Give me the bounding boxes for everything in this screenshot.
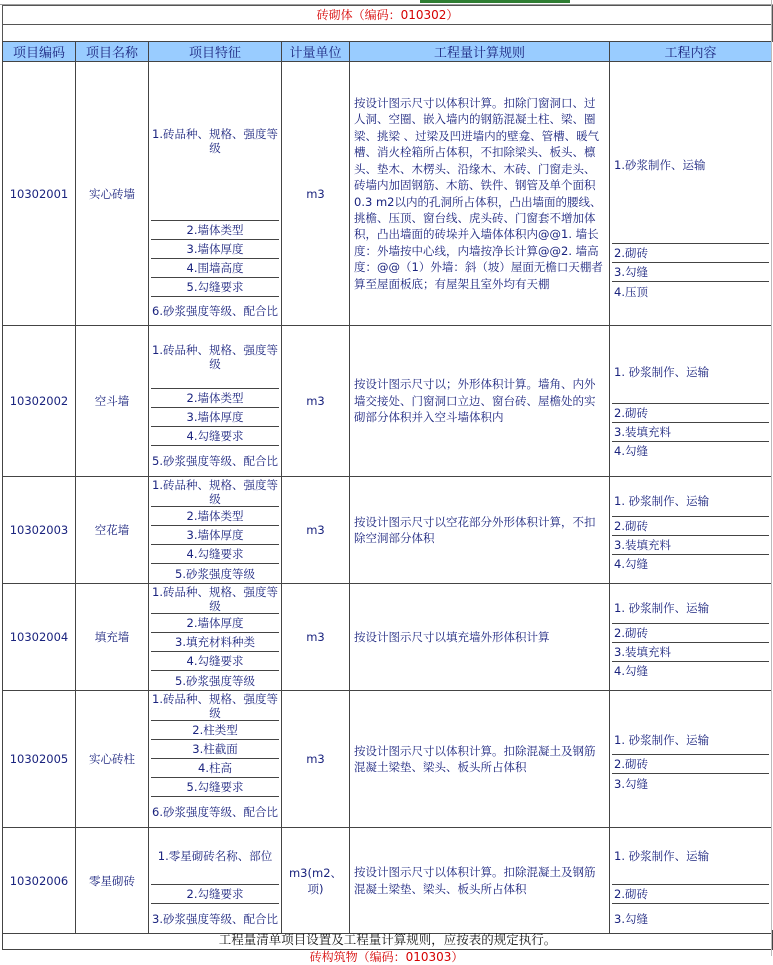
rule-text: 按设计图示尺寸以体积计算。扣除门窗洞口、过人洞、空圈、嵌入墙内的钢筋混凝土柱、梁、圈梁、挑梁 、过梁及凹进墙内的壁龛、管槽、暖气槽、消火栓箱所占体积，不扣除梁头、板头、檩头、垫木、木楞头、沿缘木、木砖、门窗走头、砖墙内加固钢筋、木筋、铁件、钢管及单个面积0.3 m2以内的孔洞所占体积，凸出墙面的腰线、挑檐、压顶、窗台线、虎头砖、门窗套不增加体积，凸出墙面的砖垛并入墙体体积内@@1. 墙长度：外墙按中心线，内墙按净长计算@@2. 墙高度：@@（1）外墙：斜（坡）屋面无檐口天棚者算至屋面板底；有屋架且室外均有天棚 (354, 96, 603, 291)
content-line: 3.装填充料 (612, 536, 769, 555)
feature-line: 5.砂浆强度等级、配合比 (152, 454, 278, 468)
rule-text: 按设计图示尺寸以体积计算。扣除混凝土及钢筋混凝土梁垫、梁头、板头所占体积 (354, 865, 596, 896)
item-name-cell[interactable]: 实心砖墙 (76, 62, 149, 326)
unit-cell[interactable]: m3 (282, 584, 350, 691)
item-features-cell[interactable] (149, 584, 282, 691)
item-name-cell[interactable]: 实心砖柱 (76, 691, 149, 828)
content-line: 3.装填充料 (612, 423, 769, 442)
feature-line: 1.砖品种、规格、强度等级 (152, 691, 278, 720)
content-line: 1. 砂浆制作、运输 (612, 594, 769, 624)
feature-line: 3.砂浆强度等级、配合比 (152, 911, 278, 926)
selection-indicator (420, 0, 570, 3)
header-code[interactable]: 项目编码 (3, 42, 76, 62)
item-code-cell[interactable]: 10302004 (3, 584, 76, 691)
table-row (3, 62, 772, 326)
work-content-cell[interactable] (610, 828, 772, 934)
item-name-cell[interactable]: 填充墙 (76, 584, 149, 691)
header-unit[interactable]: 计量单位 (282, 42, 350, 62)
item-code-cell[interactable]: 10302005 (3, 691, 76, 828)
calculation-rule-cell[interactable] (350, 326, 610, 477)
feature-line: 2.墙体类型 (151, 389, 279, 408)
feature-line: 2.墙体类型 (151, 507, 279, 526)
item-code-cell[interactable]: 10302003 (3, 477, 76, 584)
content-line: 3.装填充料 (612, 643, 769, 662)
item-code-cell[interactable]: 10302006 (3, 828, 76, 934)
content-line: 4.勾缝 (614, 557, 648, 571)
feature-line: 6.砂浆强度等级、配合比 (152, 805, 278, 819)
content-line: 1. 砂浆制作、运输 (612, 342, 769, 404)
content-line: 1. 砂浆制作、运输 (612, 828, 769, 885)
rule-text: 按设计图示尺寸以填充墙外形体积计算 (354, 629, 550, 644)
item-features-cell[interactable] (149, 477, 282, 584)
header-name[interactable]: 项目名称 (76, 42, 149, 62)
feature-line: 2.勾缝要求 (151, 885, 279, 904)
feature-line: 6.砂浆强度等级、配合比 (152, 303, 278, 318)
table-row (3, 691, 772, 828)
feature-line: 1.零星砌砖名称、部位 (151, 828, 279, 885)
calculation-rule-cell[interactable] (350, 691, 610, 828)
item-features-cell[interactable] (149, 326, 282, 477)
content-line: 1. 砂浆制作、运输 (612, 487, 769, 517)
work-content-cell[interactable] (610, 477, 772, 584)
item-features-cell[interactable] (149, 62, 282, 326)
feature-line: 3.墙体厚度 (151, 408, 279, 427)
feature-line: 1.砖品种、规格、强度等级 (152, 584, 278, 613)
rule-text: 按设计图示尺寸以空花部分外形体积计算，不扣除空洞部分体积 (354, 514, 596, 545)
item-features-cell[interactable] (149, 691, 282, 828)
content-line: 4.勾缝 (614, 444, 648, 458)
unit-cell[interactable]: m3 (282, 326, 350, 477)
header-rule[interactable]: 工程量计算规则 (350, 42, 610, 62)
header-features[interactable]: 项目特征 (149, 42, 282, 62)
content-line: 2.砌砖 (612, 624, 769, 643)
table-row (3, 828, 772, 934)
blank-row (2, 24, 773, 42)
feature-line: 5.砂浆强度等级 (175, 673, 255, 688)
content-line: 3.勾缝 (612, 263, 769, 282)
feature-line: 1.砖品种、规格、强度等级 (151, 63, 279, 221)
content-line: 3.勾缝 (614, 776, 648, 791)
calculation-rule-cell[interactable] (350, 828, 610, 934)
feature-line: 3.填充材料种类 (151, 633, 279, 652)
feature-line: 4.勾缝要求 (151, 545, 279, 564)
content-line: 1.砂浆制作、运输 (612, 86, 769, 244)
content-line: 2.砌砖 (612, 244, 769, 263)
feature-line: 4.勾缝要求 (151, 652, 279, 671)
content-line: 1. 砂浆制作、运输 (612, 725, 769, 755)
calculation-rule-cell[interactable] (350, 477, 610, 584)
feature-line: 3.柱截面 (151, 740, 279, 759)
feature-line: 2.墙体厚度 (151, 614, 279, 633)
work-content-cell[interactable] (610, 62, 772, 326)
item-name-cell[interactable]: 空花墙 (76, 477, 149, 584)
content-line: 2.砌砖 (612, 404, 769, 423)
content-line: 2.砌砖 (612, 755, 769, 774)
content-line: 4.压顶 (614, 284, 648, 299)
item-name-cell[interactable]: 空斗墙 (76, 326, 149, 477)
content-line: 3.勾缝 (614, 911, 648, 926)
feature-line: 3.墙体厚度 (151, 240, 279, 259)
item-name-cell[interactable]: 零星砌砖 (76, 828, 149, 934)
content-line: 2.砌砖 (612, 517, 769, 536)
item-features-cell[interactable] (149, 828, 282, 934)
feature-line: 4.围墙高度 (151, 259, 279, 278)
feature-line: 5.勾缝要求 (151, 778, 279, 797)
section-title: 砖砌体（编码：010302） (2, 5, 773, 25)
feature-line: 4.勾缝要求 (151, 427, 279, 446)
feature-line: 5.砂浆强度等级 (175, 566, 255, 581)
unit-cell[interactable]: m3(m2、项) (282, 828, 350, 934)
item-code-cell[interactable]: 10302002 (3, 326, 76, 477)
unit-cell[interactable]: m3 (282, 62, 350, 326)
item-code-cell[interactable]: 10302001 (3, 62, 76, 326)
calculation-rule-cell[interactable] (350, 584, 610, 691)
table-row (3, 584, 772, 691)
unit-cell[interactable]: m3 (282, 691, 350, 828)
footer-note: 工程量清单项目设置及工程量计算规则，应按表的规定执行。 (2, 930, 773, 950)
feature-line: 5.勾缝要求 (151, 278, 279, 297)
feature-line: 2.柱类型 (151, 721, 279, 740)
table-row (3, 326, 772, 477)
table-row (3, 477, 772, 584)
window-edge (771, 0, 772, 956)
feature-line: 4.柱高 (151, 759, 279, 778)
header-row (3, 42, 772, 62)
calculation-rule-cell[interactable] (350, 62, 610, 326)
content-line: 4.勾缝 (614, 664, 648, 678)
rule-text: 按设计图示尺寸以；外形体积计算。墙角、内外墙交接处、门窗洞口立边、窗台砖、屋檐处的实砌部分体积并入空斗墙体积内 (354, 377, 596, 425)
work-content-cell[interactable] (610, 691, 772, 828)
unit-cell[interactable]: m3 (282, 477, 350, 584)
work-content-cell[interactable] (610, 584, 772, 691)
feature-line: 1.砖品种、规格、强度等级 (152, 477, 278, 506)
feature-line: 1.砖品种、规格、强度等级 (151, 326, 279, 389)
feature-line: 2.墙体类型 (151, 221, 279, 240)
rule-text: 按设计图示尺寸以体积计算。扣除混凝土及钢筋混凝土梁垫、梁头、板头所占体积 (354, 743, 596, 774)
next-section-title: 砖构筑物（编码：010303） (309, 950, 464, 964)
bill-table (2, 41, 772, 934)
content-line: 2.砌砖 (612, 885, 769, 904)
feature-line: 3.墙体厚度 (151, 526, 279, 545)
header-content[interactable]: 工程内容 (610, 42, 772, 62)
work-content-cell[interactable] (610, 326, 772, 477)
